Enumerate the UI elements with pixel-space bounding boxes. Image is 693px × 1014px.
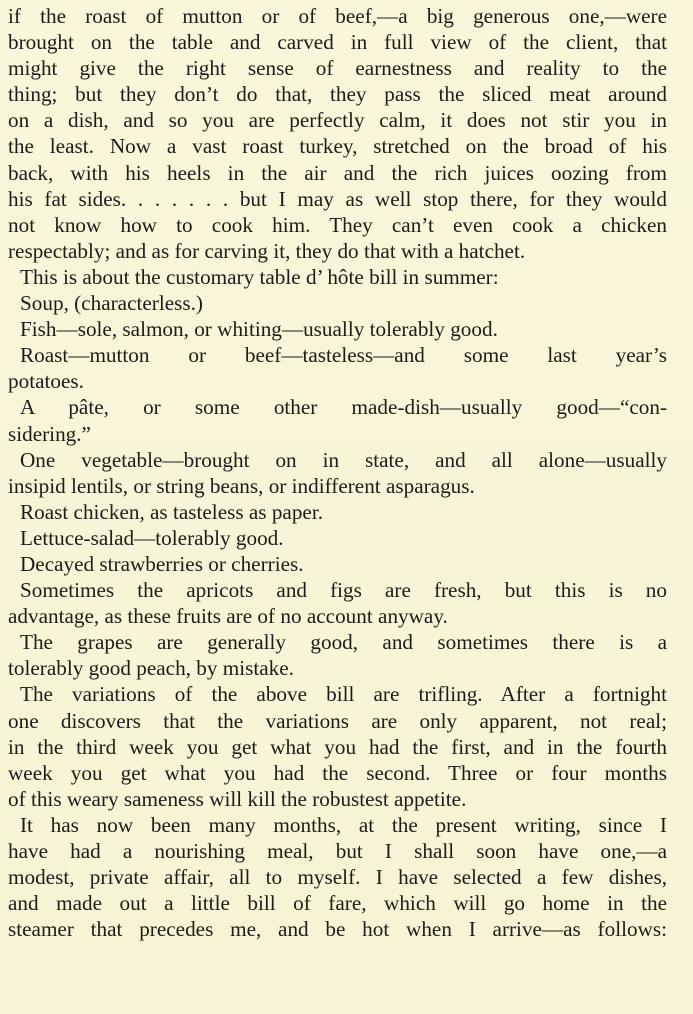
text-line: in the third week you get what you had the first, and in the fourth [8, 734, 667, 759]
text-line: A pâte, or some other made-dish—usually good—“con- [20, 395, 667, 420]
text-line: The variations of the above bill are trifling. After a fortnight [20, 682, 667, 707]
text-line: insipid lentils, or string beans, or indifferent asparagus. [8, 473, 475, 498]
text-line: respectably; and as for carving it, they do that with a hatchet. [8, 238, 526, 263]
text-line: of this weary sameness will kill the robustest appetite. [8, 786, 467, 811]
text-line: his fat sides. . . . . . . but I may as well stop there, for they would [8, 186, 667, 211]
text-line: Roast chicken, as tasteless as paper. [20, 499, 324, 524]
text-line: Fish—sole, salmon, or whiting—usually tolerably good. [20, 317, 498, 342]
text-line: Lettuce-salad—tolerably good. [20, 525, 284, 550]
text-line: The grapes are generally good, and sometimes there is a [20, 630, 667, 655]
text-line: Roast—mutton or beef—tasteless—and some last year’s [20, 343, 667, 368]
text-line: sidering.” [8, 421, 91, 446]
text-line: brought on the table and carved in full view of the client, that [8, 30, 667, 55]
text-line: have had a nourishing meal, but I shall soon have one,—a [8, 839, 667, 863]
text-line: steamer that precedes me, and be hot when I arrive—as follows: [8, 917, 667, 942]
text-line: not know how to cook him. They can’t even cook a chicken [8, 212, 667, 237]
text-line: advantage, as these fruits are of no account anyway. [8, 604, 448, 629]
text-line: might give the right sense of earnestness and reality to the [8, 56, 667, 81]
text-line: Decayed strawberries or cherries. [20, 551, 304, 576]
text-line: on a dish, and so you are perfectly calm, it does not stir you in [8, 108, 667, 133]
page-text [8, 3, 667, 942]
text-line: tolerably good peach, by mistake. [8, 656, 294, 681]
text-line: Soup, (characterless.) [20, 291, 203, 316]
text-line: and made out a little bill of fare, which will go home in the [8, 891, 667, 916]
text-line: if the roast of mutton or of beef,—a big generous one,—were [8, 4, 667, 28]
text-line: the least. Now a vast roast turkey, stretched on the broad of his [8, 134, 667, 159]
text-line: one discovers that the variations are only apparent, not real; [8, 708, 667, 733]
text-line: potatoes. [8, 369, 84, 394]
text-line: back, with his heels in the air and the rich juices oozing from [8, 160, 667, 185]
text-line: It has now been many months, at the present writing, since I [20, 812, 667, 837]
text-line: This is about the customary table d’ hôte bill in summer: [20, 264, 499, 289]
text-line: week you get what you had the second. Three or four months [8, 760, 667, 785]
text-line: thing; but they don’t do that, they pass the sliced meat around [8, 82, 667, 107]
text-line: Sometimes the apricots and figs are fresh, but this is no [20, 578, 667, 603]
text-line: One vegetable—brought on in state, and all alone—usually [20, 447, 667, 472]
text-line: modest, private affair, all to myself. I have selected a few dishes, [8, 865, 667, 890]
